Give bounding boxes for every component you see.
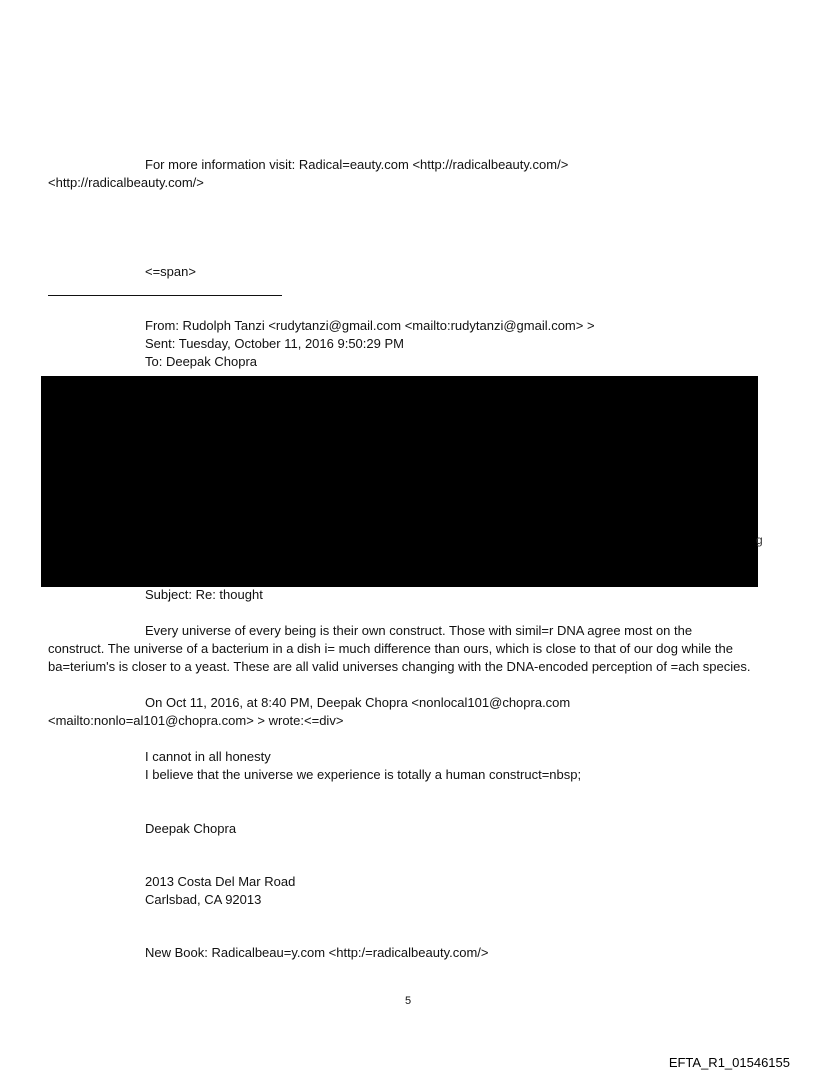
- signature-address-2: Carlsbad, CA 92013: [145, 892, 262, 907]
- span-tag-text: <=span>: [145, 264, 196, 279]
- reply-line-2: construct. The universe of a bacterium in a dish i= much difference than ours, which is close to that of our dog while the: [48, 641, 733, 656]
- header-to: To: Deepak Chopra: [145, 354, 258, 369]
- redaction-edge-glyph: g: [756, 533, 763, 547]
- signature-book: New Book: Radicalbeau=y.com <http:/=radicalbeauty.com/>: [145, 945, 489, 960]
- reply-line-1: Every universe of every being is their own construct. Those with simil=r DNA agree most on the: [145, 623, 693, 638]
- original-line-2: I believe that the universe we experience is totally a human construct=nbsp;: [145, 767, 582, 782]
- header-sent: Sent: Tuesday, October 11, 2016 9:50:29 PM: [145, 336, 404, 351]
- info-line-1: For more information visit: Radical=eauty.com <http://radicalbeauty.com/>: [145, 157, 569, 172]
- signature-name: Deepak Chopra: [145, 821, 237, 836]
- original-line-1: I cannot in all honesty: [145, 749, 271, 764]
- header-from: From: Rudolph Tanzi <rudytanzi@gmail.com <mailto:rudytanzi@gmail.com> >: [145, 318, 595, 333]
- separator-rule: [48, 295, 282, 296]
- document-id: EFTA_R1_01546155: [668, 1055, 790, 1070]
- reply-line-3: ba=terium's is closer to a yeast. These are all valid universes changing with the DNA-encoded perception of =ach species.: [48, 659, 751, 674]
- quote-line-1: On Oct 11, 2016, at 8:40 PM, Deepak Chopra <nonlocal101@chopra.com: [145, 695, 571, 710]
- signature-address-1: 2013 Costa Del Mar Road: [145, 874, 296, 889]
- info-line-2: <http://radicalbeauty.com/>: [48, 175, 204, 190]
- quote-line-2: <mailto:nonlo=al101@chopra.com> > wrote:<=div>: [48, 713, 344, 728]
- header-subject: Subject: Re: thought: [145, 587, 263, 602]
- redaction-block: [41, 376, 758, 587]
- page-number: 5: [404, 995, 412, 1007]
